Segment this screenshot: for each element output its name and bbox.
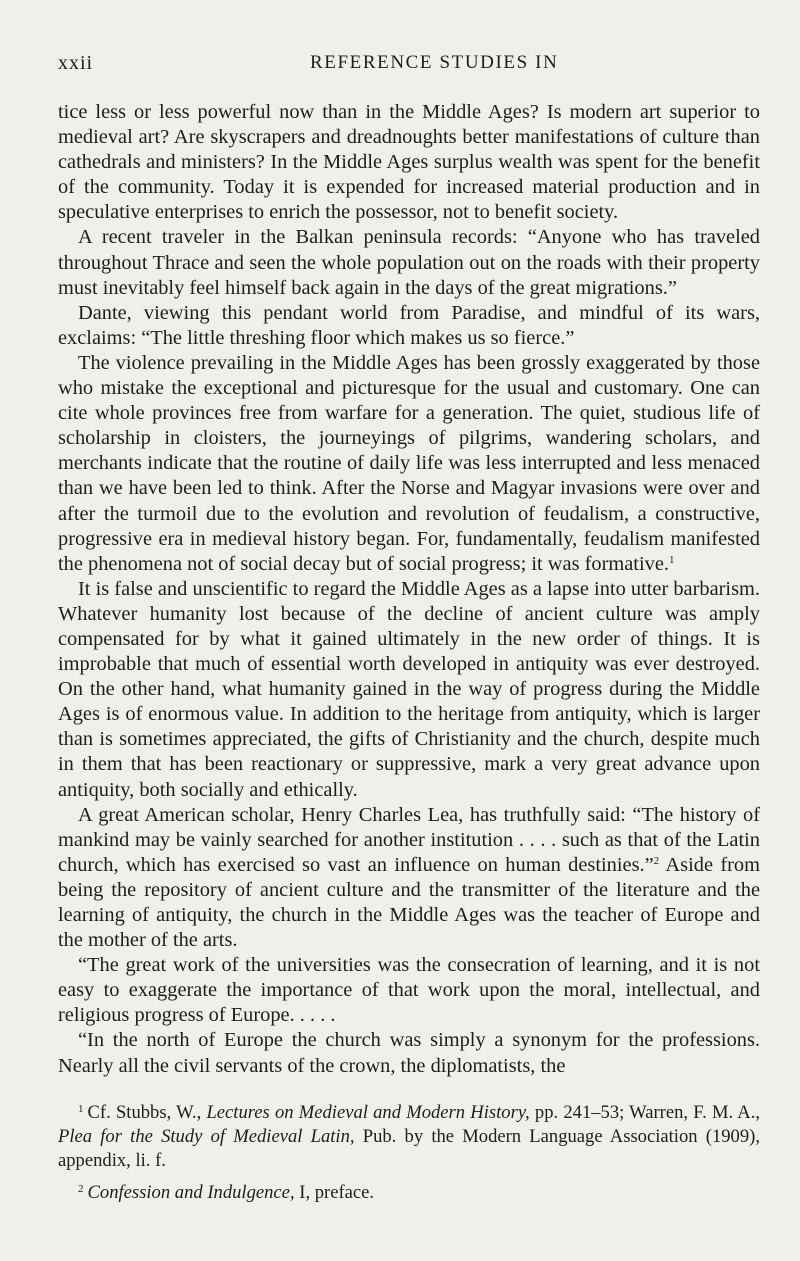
footnote-2-mark: 2: [78, 1182, 84, 1195]
footnote-1-lead: Cf. Stubbs, W.,: [87, 1101, 202, 1123]
footnote-1-title: Lectures on Medieval and Modern History,: [206, 1101, 530, 1123]
footnote-ref-2: 2: [653, 854, 660, 867]
paragraph-2: A recent traveler in the Balkan peninsula records: “Anyone who has traveled throughout Thrace and seen the whole population out on the roads with their property must inevitably feel himself back again in the days of the great migrations.”: [58, 226, 760, 299]
paragraph-5: It is false and unscientific to regard the Middle Ages as a lapse into utter barbarism. Whatever humanity lost because of the decline of ancient culture was amply compensated for by what it gained ultimately in the new order of things. It is improbable that much of essential worth developed in antiquity was ever destroyed. On the other hand, what humanity gained in the way of progress during the Middle Ages is of enormous value. In addition to the heritage from antiquity, which is larger than is sometimes appreciated, the gifts of Christianity and the church, despite much in them that has been reactionary or suppressive, mark a very great advance upon antiquity, both socially and ethically.: [58, 577, 760, 801]
running-title: REFERENCE STUDIES IN: [310, 52, 559, 73]
paragraph-6: [58, 803, 760, 954]
footnote-2: [58, 1177, 760, 1205]
paragraph-3: Dante, viewing this pendant world from Paradise, and mindful of its wars, exclaims: “The little threshing floor which makes us so fierce.”: [58, 301, 760, 349]
paragraph-4-text: The violence prevailing in the Middle Ages has been grossly exaggerated by those who mistake the exceptional and picturesque for the usual and customary. One can cite whole provinces free from warfare for a generation. The quiet, studious life of scholarship in cloisters, the journeyings of pilgrims, wandering scholars, and merchants indicate that the routine of daily life was less interrupted and less menaced than we have been led to think. After the Norse and Magyar invasions were over and after the turmoil due to the evolution and revolution of feudalism, a constructive, progressive era in medieval history began. For, fundamentally, feudalism manifested the phenomena not of social decay but of social progress; it was formative.: [58, 351, 760, 575]
footnote-1-title-2: Plea for the Study of Medieval Latin,: [58, 1125, 355, 1147]
footnote-1: [58, 1097, 760, 1173]
paragraph-1: tice less or less powerful now than in the Middle Ages? Is modern art superior to medieval art? Are skyscrapers and dreadnoughts better manifestations of culture than cathedrals and ministers? In the Middle Ages surplus wealth was spent for the benefit of the community. Today it is expended for increased material production and in speculative enterprises to enrich the possessor, not to benefit society.: [58, 101, 760, 224]
footnotes: [58, 1097, 760, 1205]
paragraph-4: [58, 351, 760, 577]
body-text: [58, 100, 760, 1079]
paragraph-8: “In the north of Europe the church was simply a synonym for the professions. Nearly all the civil servants of the crown, the diplomatists, the: [58, 1029, 760, 1077]
footnote-1-mark: 1: [78, 1102, 84, 1115]
footnote-1-tail: Pub. by the Modern Language Association (1909), appendix, li. f.: [58, 1125, 760, 1171]
footnote-2-tail: I, preface.: [299, 1181, 375, 1203]
footnote-1-mid: pp. 241–53; Warren, F. M. A.,: [534, 1101, 761, 1123]
paragraph-6-text: Aside from being the repository of ancient culture and the transmitter of the literature and the learning of antiquity, the church in the Middle Ages was the teacher of Europe and the mother of the arts.: [58, 853, 760, 952]
running-head: [58, 0, 760, 100]
footnote-2-title: Confession and Indulgence,: [87, 1181, 295, 1203]
footnote-ref-1: 1: [668, 553, 675, 566]
paragraph-6-quote: A great American scholar, Henry Charles Lea, has truthfully said: “The history of mankind may be vainly searched for another institution . . . . such as that of the Latin church, which has exercised so vast an influence on human destinies.”: [58, 803, 760, 876]
page-number: xxii: [58, 52, 94, 74]
page: [58, 0, 760, 1209]
paragraph-7: “The great work of the universities was the consecration of learning, and it is not easy to exaggerate the importance of that work upon the moral, intellectual, and religious progress of Europe. . . . .: [58, 954, 760, 1027]
